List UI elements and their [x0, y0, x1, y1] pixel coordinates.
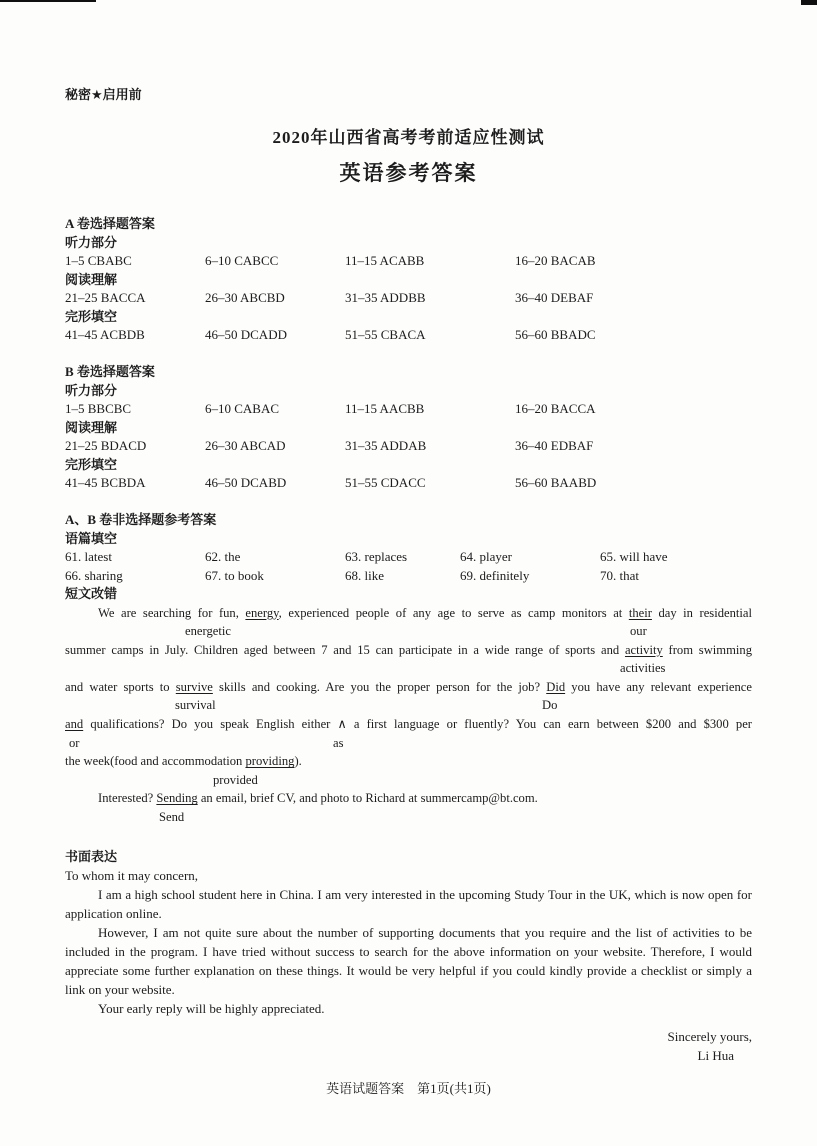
section-a-listening-label: 听力部分: [65, 234, 118, 250]
answer-group: 46–50 DCADD: [205, 327, 287, 342]
error-word: energy: [245, 605, 279, 620]
answer-item: 65. will have: [600, 549, 668, 564]
error-word: providing: [245, 754, 295, 769]
passage-text: ).: [294, 754, 302, 769]
correction-line: [65, 734, 752, 753]
answer-item: 63. replaces: [345, 549, 408, 564]
passage-text: qualifications? Do you speak English either ∧ a first language or fluently? You can earn between $200 and $300 per: [83, 717, 752, 732]
section-a-heading: A 卷选择题答案: [65, 216, 155, 231]
answer-key-title: 英语参考答案: [339, 161, 478, 185]
section-b-reading-label: 阅读理解: [65, 419, 118, 435]
answer-group: 51–55 CDACC: [345, 475, 426, 490]
passage-text: day in residential: [651, 605, 752, 620]
answer-group: 56–60 BAABD: [515, 475, 597, 490]
section-b-heading: B 卷选择题答案: [65, 364, 155, 379]
passage-text: you have any relevant experience: [565, 679, 752, 694]
gapfill-answers-row-1: [65, 548, 752, 567]
answer-group: 16–20 BACAB: [515, 253, 596, 268]
answer-item: 62. the: [205, 549, 241, 564]
section-ab-heading: A、B 卷非选择题参考答案: [65, 512, 217, 527]
answer-key-body: [65, 215, 752, 604]
answer-group: 21–25 BDACD: [65, 438, 147, 453]
error-word: survive: [175, 679, 213, 694]
correction-word: as: [333, 735, 344, 750]
correction-line: [65, 622, 752, 641]
correction-word: survival: [175, 698, 216, 713]
error-word: Sending: [156, 791, 198, 806]
classification-label: 秘密★启用前: [65, 87, 142, 102]
correction-word: or: [69, 735, 80, 750]
correction-word: energetic: [185, 624, 231, 639]
writing-section: [65, 847, 752, 1065]
answer-group: 31–35 ADDBB: [345, 290, 426, 305]
answer-group: 36–40 DEBAF: [515, 290, 594, 305]
gapfill-answers-row-2: [65, 567, 752, 586]
correction-line: [65, 696, 752, 715]
answer-item: 70. that: [600, 567, 639, 583]
answer-group: 11–15 ACABB: [345, 253, 425, 268]
answer-group: 26–30 ABCAD: [205, 438, 286, 453]
section-a-reading-label: 阅读理解: [65, 271, 118, 287]
error-word: their: [628, 605, 652, 620]
passage-text: skills and cooking. Are you the proper person for the job?: [212, 679, 547, 694]
section-a-listening-answers: [65, 252, 752, 271]
passage-text: summer camps in July. Children aged between 7 and 15 can participate in a wide range of sports and: [65, 642, 625, 657]
answer-group: 31–35 ADDAB: [345, 438, 427, 453]
answer-group: 36–40 EDBAF: [515, 438, 594, 453]
section-a-reading-answers: [65, 289, 752, 308]
letter-salutation: To whom it may concern,: [65, 867, 199, 883]
correction-word: activities: [620, 661, 666, 676]
section-a-cloze-answers: [65, 326, 752, 345]
passage-text: an email, brief CV, and photo to Richard at summercamp@bt.com.: [197, 791, 538, 806]
page-footer: 英语试题答案 第1页(共1页): [326, 1080, 491, 1096]
error-correction-label: 短文改错: [65, 586, 118, 601]
answer-item: 68. like: [345, 567, 384, 583]
answer-group: 1–5 BBCBC: [65, 401, 132, 416]
passage-text: from swimming: [662, 642, 752, 657]
answer-group: 16–20 BACCA: [515, 401, 596, 416]
answer-group: 26–30 ABCBD: [205, 290, 285, 305]
passage-line: [65, 604, 752, 623]
section-a-cloze-label: 完形填空: [65, 308, 118, 324]
correction-word: Send: [159, 810, 185, 825]
answer-group: 11–15 AACBB: [345, 401, 425, 416]
answer-group: 56–60 BBADC: [515, 327, 596, 342]
answer-group: 41–45 BCBDA: [65, 475, 146, 490]
answer-group: 1–5 CBABC: [65, 253, 132, 268]
answer-item: 64. player: [460, 549, 512, 564]
correction-word: provided: [213, 772, 258, 787]
correction-word: Do: [542, 698, 558, 713]
passage-line: [65, 678, 752, 697]
section-b-cloze-answers: [65, 474, 752, 493]
passage-text: , experienced people of any age to serve as camp monitors at: [278, 605, 629, 620]
writing-label: 书面表达: [65, 848, 118, 864]
passage-text: Interested?: [98, 791, 157, 806]
answer-group: 21–25 BACCA: [65, 290, 146, 305]
correction-line: [65, 659, 752, 678]
answer-group: 6–10 CABCC: [205, 253, 279, 268]
scan-artifact: [0, 0, 96, 2]
error-correction-passage: [65, 604, 752, 827]
section-b-listening-label: 听力部分: [65, 382, 118, 398]
answer-group: 46–50 DCABD: [205, 475, 287, 490]
passage-text: We are searching for fun,: [98, 605, 246, 620]
passage-line: [65, 715, 752, 734]
error-word: Did: [546, 679, 566, 694]
passage-text: and water sports to: [65, 679, 176, 694]
passage-line: [65, 789, 752, 808]
answer-group: 41–45 ACBDB: [65, 327, 145, 342]
letter-closing: Sincerely yours,: [667, 1028, 752, 1044]
gapfill-label: 语篇填空: [65, 530, 118, 546]
answer-item: 66. sharing: [65, 567, 123, 583]
answer-group: 6–10 CABAC: [205, 401, 280, 416]
passage-line: [65, 641, 752, 660]
error-word: activity: [624, 642, 663, 657]
letter-paragraph-2: However, I am not quite sure about the number of supporting documents that you require and the list of activities to be included in the program. I have tried without success to search for the above information on your website. Therefore, I would appreciate some further explanation on these things. It would be very helpful if you could kindly provide a checklist or simply a link on your website.: [65, 924, 752, 997]
correction-line: [65, 808, 752, 827]
passage-text: the week(food and accommodation: [65, 754, 246, 769]
answer-item: 67. to book: [205, 567, 264, 583]
section-b-listening-answers: [65, 400, 752, 419]
section-b-cloze-label: 完形填空: [65, 456, 118, 472]
error-word: and: [65, 717, 84, 732]
answer-item: 61. latest: [65, 549, 112, 564]
answer-item: 69. definitely: [460, 567, 530, 583]
scan-artifact: [801, 0, 817, 5]
exam-title: 2020年山西省高考考前适应性测试: [272, 128, 545, 147]
letter-paragraph-1: I am a high school student here in China. I am very interested in the upcoming Study Tour in the UK, which is now open for application online.: [65, 886, 752, 921]
correction-line: [65, 771, 752, 790]
letter-paragraph-3: Your early reply will be highly appreciated.: [98, 1000, 325, 1016]
passage-line: [65, 752, 752, 771]
answer-group: 51–55 CBACA: [345, 327, 426, 342]
correction-word: our: [630, 624, 647, 639]
letter-signature: Li Hua: [697, 1047, 734, 1063]
section-b-reading-answers: [65, 437, 752, 456]
